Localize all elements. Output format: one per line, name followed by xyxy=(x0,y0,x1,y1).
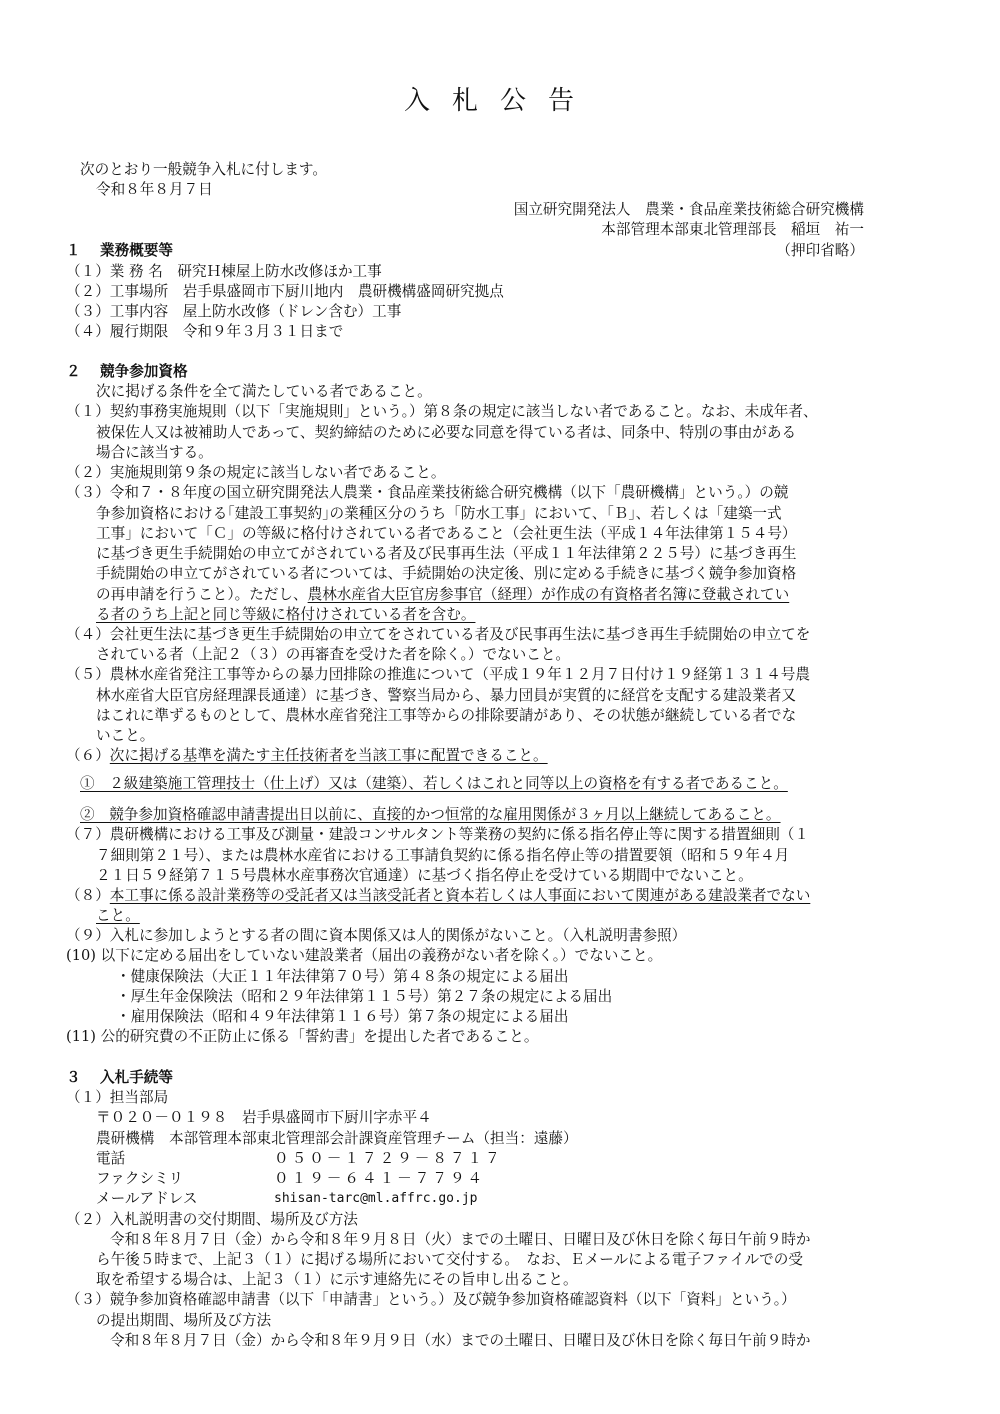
fax-number: ０１９－６４１－７７９４ xyxy=(274,1170,486,1187)
clause-2-7: （７）農研機構における工事及び測量・建設コンサルタント等業務の契約に係る指名停止等に関する措置細則（１ xyxy=(66,826,809,843)
seal-note: （押印省略） xyxy=(776,242,864,259)
section3-title: 入札手続等 xyxy=(100,1069,173,1086)
section1-item: （１）業 務 名 研究Ｈ棟屋上防水改修ほか工事 xyxy=(66,263,382,280)
clause-2-9: （９）入札に参加しようとする者の間に資本関係又は人的関係がないこと。（入札説明書参照） xyxy=(66,927,687,944)
clause-2-6-text: 次に掲げる基準を満たす主任技術者を当該工事に配置できること。 xyxy=(109,747,548,764)
clause-2-3: 争参加資格における｢建設工事契約｣の業種区分のうち「防水工事」において、「Ｂ」、若しくは「建築一式 xyxy=(96,505,782,522)
clause-2-3-text: の再申請を行うこと）。ただし、 xyxy=(96,586,308,603)
clause-2-3: （３）令和７・８年度の国立研究開発法人農業・食品産業技術総合研究機構（以下「農研機構」という。）の競 xyxy=(66,484,789,501)
section2-lead: 次に掲げる条件を全て満たしている者であること。 xyxy=(96,383,432,400)
contact-address: 〒０２０－０１９８ 岩手県盛岡市下厨川字赤平４ xyxy=(96,1109,432,1126)
page-title: 入札公告 xyxy=(403,86,596,116)
clause-3-1-label: （１）担当部局 xyxy=(66,1089,169,1106)
section1-item: （２）工事場所 岩手県盛岡市下厨川地内 農研機構盛岡研究拠点 xyxy=(66,283,504,300)
clause-2-5: いこと。 xyxy=(96,727,155,744)
clause-3-2: 取を希望する場合は、上記３（１）に示す連絡先にその旨申し出ること。 xyxy=(96,1271,578,1288)
clause-2-3 xyxy=(96,585,972,606)
clause-2-2: （２）実施規則第９条の規定に該当しない者であること。 xyxy=(66,464,446,481)
mail-label: メールアドレス xyxy=(96,1190,198,1207)
section1-heading xyxy=(66,241,173,262)
clause-2-3-underlined: 農林水産省大臣官房参事官（経理）が作成の有資格者名簿に登載されてい xyxy=(307,586,790,603)
clause-2-3: 工事」において「Ｃ」の等級に格付けされている者であること（会社更生法（平成１４年法律第１５４号） xyxy=(96,525,797,542)
section1-number: １ xyxy=(66,242,81,259)
clause-2-7: ２１日５９経第７１５号農林水産事務次官通達）に基づく指名停止を受けている期間中でないこと。 xyxy=(96,867,753,884)
clause-2-5: 林水産省大臣官房経理課長通達）に基づき、警察当局から、暴力団員が実質的に経営を支配する建設業者又 xyxy=(96,687,796,704)
clause-2-10: (10) 以下に定める届出をしていない建設業者（届出の義務がない者を除く。）でないこと。 xyxy=(66,947,663,964)
clause-3-2-label: （２）入札説明書の交付期間、場所及び方法 xyxy=(66,1211,358,1228)
tel-number: ０５０－１７２９－８７１７ xyxy=(274,1150,503,1167)
section2-heading xyxy=(66,362,188,383)
contact-department: 農研機構 本部管理本部東北管理部会計課資産管理チーム（担当：遠藤） xyxy=(96,1130,578,1147)
clause-3-2: ら午後５時まで、上記３（１）に掲げる場所において交付する。 なお、Ｅメールによる電子ファイルでの受 xyxy=(96,1251,803,1268)
clause-2-4: されている者（上記２（３）の再審査を受けた者を除く。）でないこと。 xyxy=(96,646,571,663)
clause-2-6 xyxy=(66,746,942,767)
fax-label: ファクシミリ xyxy=(96,1170,184,1187)
section1-item: （３）工事内容 屋上防水改修（ドレン含む）工事 xyxy=(66,303,402,320)
clause-2-8 xyxy=(66,886,942,907)
section3-heading xyxy=(66,1068,173,1089)
clause-2-8-label: （８） xyxy=(66,887,110,904)
clause-2-11: (11) 公的研究費の不正防止に係る「誓約書」を提出した者であること。 xyxy=(66,1028,539,1045)
clause-2-5: （５）農林水産省発注工事等からの暴力団排除の推進について（平成１９年１２月７日付け１９経第１３１４号農 xyxy=(66,666,810,683)
clause-2-6-a: ① ２級建築施工管理技士（仕上げ）又は（建築）、若しくはこれと同等以上の資格を有する者であること。 xyxy=(80,775,788,792)
section2-title: 競争参加資格 xyxy=(100,363,188,380)
clause-2-1: （１）契約事務実施規則（以下「実施規則」という。）第８条の規定に該当しない者であること。なお、未成年者、 xyxy=(66,403,818,420)
clause-3-2: 令和８年８月７日（金）から令和８年９月８日（火）までの土曜日、日曜日及び休日を除く毎日午前９時か xyxy=(110,1231,811,1248)
clause-3-3: の提出期間、場所及び方法 xyxy=(96,1312,272,1329)
clause-2-10-item: ・健康保険法（大正１１年法律第７０号）第４８条の規定による届出 xyxy=(116,968,569,985)
section2-number: ２ xyxy=(66,363,81,380)
issuer-person: 本部管理本部東北管理部長 稲垣 祐一 xyxy=(601,221,864,238)
clause-2-10-item: ・厚生年金保険法（昭和２９年法律第１１５号）第２７条の規定による届出 xyxy=(116,988,613,1005)
mail-address: shisan-tarc@ml.affrc.go.jp xyxy=(274,1191,478,1206)
clause-2-6-label: （６） xyxy=(66,747,110,764)
clause-2-8-text: こと。 xyxy=(96,907,140,924)
clause-2-3: に基づき更生手続開始の申立てがされている者及び民事再生法（平成１１年法律第２２５号）に基づき再生 xyxy=(96,545,797,562)
clause-2-10-item: ・雇用保険法（昭和４９年法律第１１６号）第７条の規定による届出 xyxy=(116,1008,569,1025)
clause-2-1: 場合に該当する。 xyxy=(96,444,213,461)
section3-number: ３ xyxy=(66,1069,81,1086)
intro-text: 次のとおり一般競争入札に付します。 xyxy=(80,161,327,178)
section1-title: 業務概要等 xyxy=(100,242,173,259)
clause-2-1: 被保佐人又は被補助人であって、契約締結のために必要な同意を得ている者は、同条中、特別の事由がある xyxy=(96,424,797,441)
issuer-org: 国立研究開発法人 農業・食品産業技術総合研究機構 xyxy=(513,201,864,218)
clause-2-8-text: 本工事に係る設計業務等の受託者又は当該受託者と資本若しくは人事面において関連がある建設業者でない xyxy=(109,887,811,904)
clause-2-7: ７細則第２１号）、または農林水産省における工事請負契約に係る指名停止等の措置要領（昭和５９年４月 xyxy=(96,847,790,864)
clause-2-6-b: ② 競争参加資格確認申請書提出日以前に、直接的かつ恒常的な雇用関係が３ヶ月以上継続してあること。 xyxy=(80,806,781,823)
clause-2-3: 手続開始の申立てがされている者については、手続開始の決定後、別に定める手続きに基づく競争参加資格 xyxy=(96,565,797,582)
clause-3-3: （３）競争参加資格確認申請書（以下「申請書」という。）及び競争参加資格確認資料（以下「資料」という。） xyxy=(66,1291,796,1308)
section1-item: （４）履行期限 令和９年３月３１日まで xyxy=(66,323,344,340)
clause-2-3-underlined: る者のうち上記と同じ等級に格付けされている者を含む。 xyxy=(96,606,476,623)
clause-3-3: 令和８年８月７日（金）から令和８年９月９日（水）までの土曜日、日曜日及び休日を除く毎日午前９時か xyxy=(110,1332,811,1349)
clause-2-4: （４）会社更生法に基づき更生手続開始の申立てをされている者及び民事再生法に基づき再生手続開始の申立てを xyxy=(66,626,811,643)
clause-2-5: はこれに準ずるものとして、農林水産省発注工事等からの排除要請があり、その状態が継続している者でな xyxy=(96,707,797,724)
notice-date: 令和８年８月７日 xyxy=(96,181,213,198)
tel-label: 電話 xyxy=(96,1150,126,1167)
